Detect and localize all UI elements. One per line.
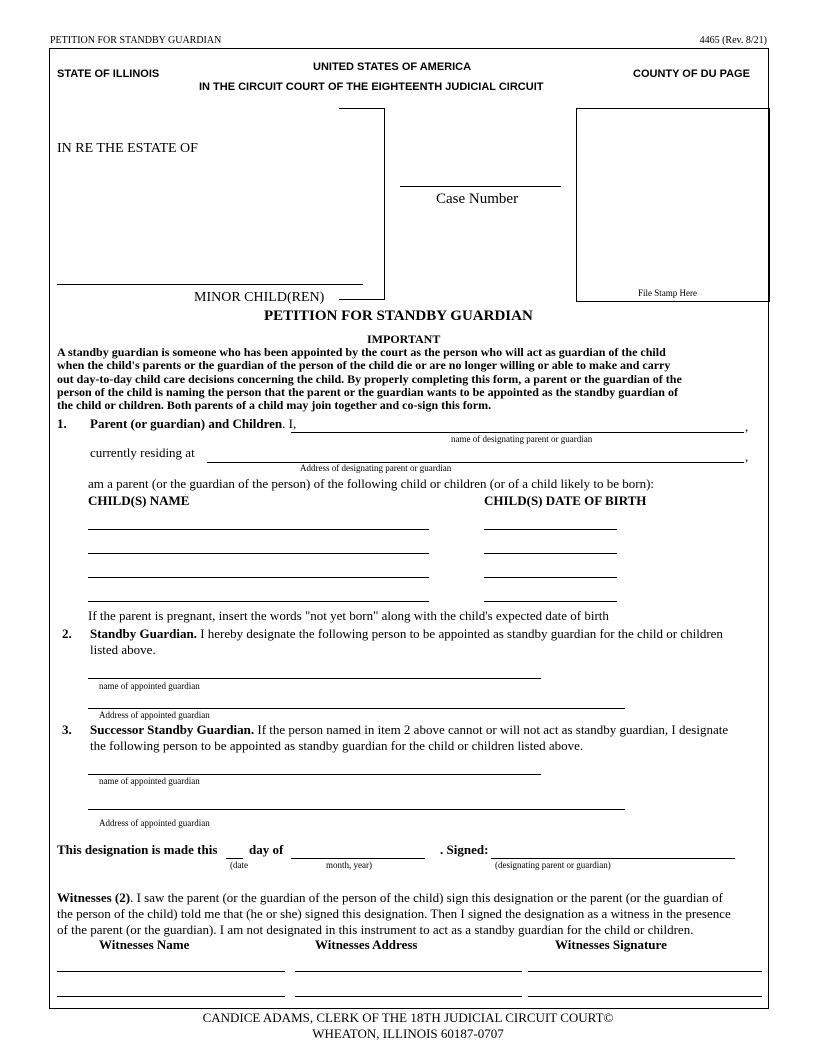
designation-made-label: This designation is made this: [57, 842, 218, 857]
section-2-heading: Standby Guardian.: [90, 626, 197, 641]
estate-name-field[interactable]: [57, 270, 363, 285]
comma: ,: [745, 449, 749, 464]
month-year-caption: month, year): [326, 860, 372, 870]
section-2-text-line: [90, 626, 723, 642]
section-2-number: 2.: [62, 626, 72, 641]
frame-bottom: [49, 1008, 769, 1009]
successor-name-caption: name of appointed guardian: [99, 776, 200, 786]
date-caption: (date: [230, 860, 248, 870]
witness-signature-column-header: Witnesses Signature: [555, 937, 667, 952]
in-re-label: IN RE THE ESTATE OF: [57, 141, 198, 156]
designating-signature-field[interactable]: [491, 844, 735, 859]
caption-bracket-top: [339, 108, 384, 109]
child-name-field[interactable]: [88, 563, 429, 578]
section-3-text-line: [90, 722, 728, 738]
frame-left: [49, 48, 50, 1008]
child-dob-field[interactable]: [484, 563, 617, 578]
case-number-label: Case Number: [436, 191, 519, 207]
section-2-text: I hereby designate the following person to be appointed as standby guardian for the child or children: [196, 626, 723, 641]
successor-guardian-name-field[interactable]: [88, 760, 541, 775]
witness-address-field[interactable]: [295, 982, 522, 997]
section-3-text-cont: the following person to be appointed as standby guardian for the child or children listed above.: [90, 738, 584, 753]
state-label: STATE OF ILLINOIS: [57, 68, 160, 80]
signed-label: . Signed:: [440, 842, 489, 857]
caption-bracket-bottom: [339, 299, 384, 300]
witness-name-field[interactable]: [57, 982, 285, 997]
standby-guardian-address-field[interactable]: [88, 694, 625, 709]
case-number-field[interactable]: [400, 172, 561, 187]
day-of-label: day of: [249, 842, 284, 857]
witness-address-column-header: Witnesses Address: [315, 937, 418, 952]
witnesses-heading: Witnesses (2): [57, 890, 131, 905]
parent-address-caption: Address of designating parent or guardian: [300, 463, 452, 473]
witness-address-field[interactable]: [295, 957, 522, 972]
witnesses-text: . I saw the parent (or the guardian of the person of the child) sign this designation or the parent (or the guardian of: [130, 890, 723, 905]
section-1-heading-line: [90, 416, 296, 432]
residing-label: currently residing at: [90, 445, 195, 460]
witnesses-line: [57, 890, 723, 906]
child-dob-column-header: CHILD(S) DATE OF BIRTH: [484, 493, 647, 508]
pregnant-note: If the parent is pregnant, insert the words "not yet born" along with the child's expected date of birth: [88, 608, 609, 623]
witness-signature-field[interactable]: [528, 957, 762, 972]
important-line: out day-to-day child care decisions concerning the child. By properly completing this form, a parent or the guardian of the: [57, 372, 682, 386]
parent-address-field[interactable]: [207, 448, 744, 463]
section-3-number: 3.: [62, 722, 72, 737]
file-stamp-label: File Stamp Here: [638, 288, 697, 298]
important-heading: IMPORTANT: [367, 332, 441, 346]
child-dob-field[interactable]: [484, 515, 617, 530]
important-line: A standby guardian is someone who has been appointed by the court as the person who will act as guardian of the child: [57, 345, 666, 359]
form-header-title: PETITION FOR STANDBY GUARDIAN: [50, 35, 222, 46]
minor-label: MINOR CHILD(REN): [194, 290, 325, 305]
section-3-heading: Successor Standby Guardian.: [90, 722, 255, 737]
caption-bracket: [384, 108, 385, 300]
header-rule: [49, 48, 768, 49]
comma: ,: [745, 419, 749, 434]
country-label: UNITED STATES OF AMERICA: [313, 61, 472, 73]
successor-address-caption: Address of appointed guardian: [99, 818, 210, 828]
child-name-field[interactable]: [88, 587, 429, 602]
parent-statement: am a parent (or the guardian of the person) of the following child or children (or of a child likely to be born):: [88, 476, 655, 491]
child-dob-field[interactable]: [484, 539, 617, 554]
county-label: COUNTY OF DU PAGE: [633, 68, 750, 80]
child-name-field[interactable]: [88, 539, 429, 554]
signature-caption: (designating parent or guardian): [495, 860, 611, 870]
important-line: the child or children. Both parents of a child may join together and co-sign this form.: [57, 398, 492, 412]
file-stamp-box: [576, 108, 770, 302]
guardian-address-caption: Address of appointed guardian: [99, 710, 210, 720]
witness-name-field[interactable]: [57, 957, 285, 972]
circuit-label: IN THE CIRCUIT COURT OF THE EIGHTEENTH JUDICIAL CIRCUIT: [199, 81, 544, 93]
designating-parent-name-field[interactable]: [291, 418, 744, 433]
child-name-column-header: CHILD(S) NAME: [88, 493, 190, 508]
section-2-text-cont: listed above.: [90, 642, 156, 657]
child-dob-field[interactable]: [484, 587, 617, 602]
page-title: PETITION FOR STANDBY GUARDIAN: [264, 308, 533, 324]
clerk-line: CANDICE ADAMS, CLERK OF THE 18TH JUDICIAL CIRCUIT COURT©: [202, 1010, 614, 1025]
parent-name-caption: name of designating parent or guardian: [451, 434, 593, 444]
form-number: 4465 (Rev. 8/21): [699, 35, 767, 46]
witnesses-text-cont: the person of the child) told me that (he or she) signed this designation. Then I signed the designation as a witness in the presence: [57, 906, 731, 921]
section-1-heading: Parent (or guardian) and Children: [90, 416, 283, 431]
important-line: when the child's parents or the guardian of the person of the child die or are no longer willing or able to make and carry: [57, 358, 671, 372]
section-3-text: If the person named in item 2 above cannot or will not act as standby guardian, I designate: [254, 722, 729, 737]
witness-name-column-header: Witnesses Name: [99, 937, 190, 952]
clerk-address: WHEATON, ILLINOIS 60187-0707: [312, 1026, 504, 1041]
important-line: person of the child is naming the person that the parent or the guardian wants to be appointed as the standby guardian of: [57, 385, 678, 399]
section-1-number: 1.: [57, 416, 67, 431]
child-name-field[interactable]: [88, 515, 429, 530]
section-1-lead: . I,: [282, 416, 297, 431]
standby-guardian-name-field[interactable]: [88, 664, 541, 679]
witness-signature-field[interactable]: [528, 982, 762, 997]
successor-guardian-address-field[interactable]: [88, 795, 625, 810]
guardian-name-caption: name of appointed guardian: [99, 681, 200, 691]
witnesses-text-cont: of the parent (or the guardian). I am not designated in this instrument to act as a standby guardian for the child or children.: [57, 922, 694, 937]
designation-month-year-field[interactable]: [291, 844, 425, 859]
designation-day-field[interactable]: [226, 844, 243, 859]
